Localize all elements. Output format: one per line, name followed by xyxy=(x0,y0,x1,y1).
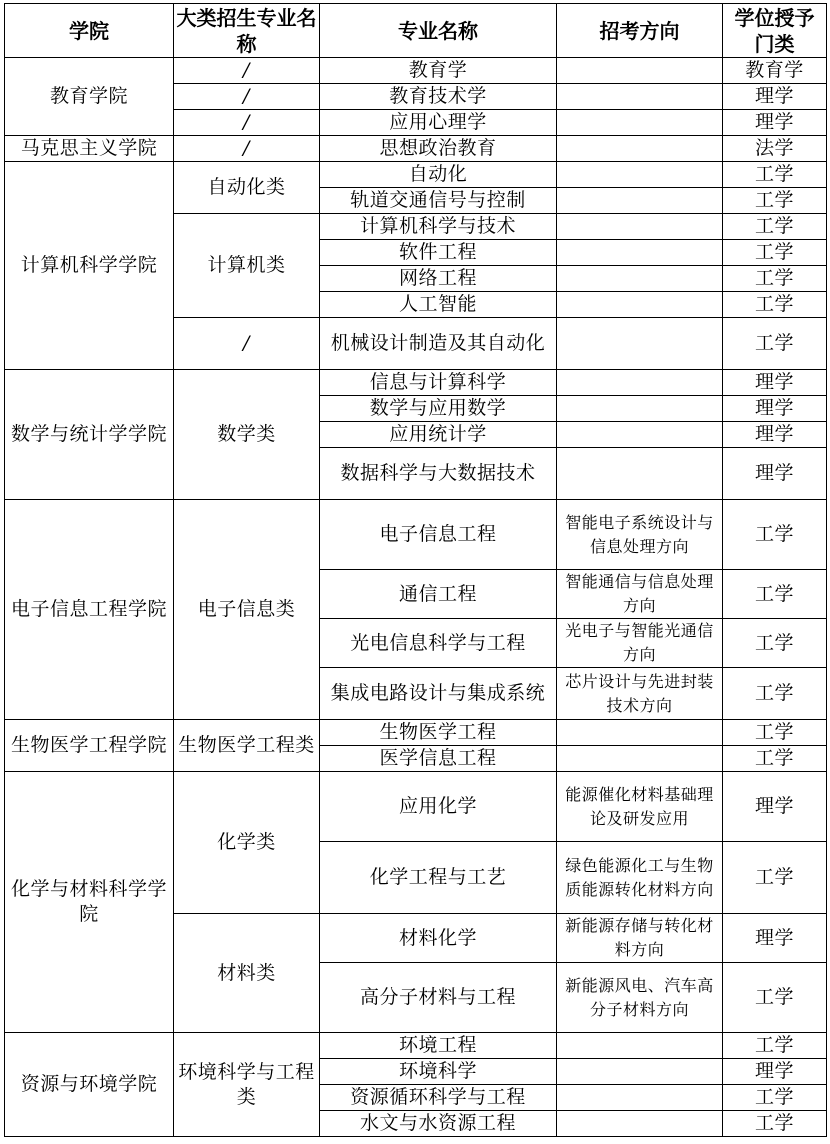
direction-cell xyxy=(557,1033,723,1059)
major-cell: 计算机科学与技术 xyxy=(320,214,557,240)
degree-cell: 工学 xyxy=(723,963,827,1033)
table-row xyxy=(5,1033,827,1059)
category-cell: 计算机类 xyxy=(174,214,320,318)
category-cell: / xyxy=(174,318,320,370)
direction-cell: 光电子与智能光通信方向 xyxy=(557,619,723,668)
major-cell: 医学信息工程 xyxy=(320,746,557,772)
category-cell: 数学类 xyxy=(174,370,320,500)
table-row xyxy=(5,58,827,84)
direction-cell: 能源催化材料基础理论及研发应用 xyxy=(557,772,723,842)
degree-cell: 工学 xyxy=(723,266,827,292)
direction-cell xyxy=(557,266,723,292)
college-cell: 教育学院 xyxy=(5,58,174,136)
major-cell: 应用统计学 xyxy=(320,422,557,448)
degree-cell: 工学 xyxy=(723,842,827,914)
major-cell: 教育技术学 xyxy=(320,84,557,110)
degree-cell: 理学 xyxy=(723,370,827,396)
direction-cell xyxy=(557,720,723,746)
category-cell: / xyxy=(174,136,320,162)
direction-cell: 芯片设计与先进封装技术方向 xyxy=(557,668,723,720)
degree-cell: 工学 xyxy=(723,1085,827,1111)
direction-cell: 智能电子系统设计与信息处理方向 xyxy=(557,500,723,570)
major-cell: 轨道交通信号与控制 xyxy=(320,188,557,214)
direction-cell xyxy=(557,1111,723,1137)
major-cell: 环境科学 xyxy=(320,1059,557,1085)
direction-cell xyxy=(557,1059,723,1085)
direction-cell xyxy=(557,370,723,396)
major-cell: 材料化学 xyxy=(320,914,557,963)
degree-cell: 工学 xyxy=(723,668,827,720)
table-row xyxy=(5,772,827,842)
degree-cell: 工学 xyxy=(723,500,827,570)
major-cell: 通信工程 xyxy=(320,570,557,619)
college-cell: 数学与统计学学院 xyxy=(5,370,174,500)
direction-cell: 智能通信与信息处理方向 xyxy=(557,570,723,619)
degree-cell: 工学 xyxy=(723,746,827,772)
college-cell: 马克思主义学院 xyxy=(5,136,174,162)
header-college: 学院 xyxy=(5,4,174,58)
major-cell: 环境工程 xyxy=(320,1033,557,1059)
major-cell: 数据科学与大数据技术 xyxy=(320,448,557,500)
direction-cell xyxy=(557,162,723,188)
major-cell: 信息与计算科学 xyxy=(320,370,557,396)
admission-table xyxy=(4,3,827,1137)
direction-cell xyxy=(557,110,723,136)
degree-cell: 工学 xyxy=(723,188,827,214)
table-row xyxy=(5,500,827,570)
degree-cell: 工学 xyxy=(723,162,827,188)
degree-cell: 工学 xyxy=(723,1033,827,1059)
direction-cell: 新能源存储与转化材料方向 xyxy=(557,914,723,963)
college-cell: 电子信息工程学院 xyxy=(5,500,174,720)
degree-cell: 法学 xyxy=(723,136,827,162)
category-cell: 电子信息类 xyxy=(174,500,320,720)
table-row xyxy=(5,370,827,396)
major-cell: 集成电路设计与集成系统 xyxy=(320,668,557,720)
header-category: 大类招生专业名称 xyxy=(174,4,320,58)
degree-cell: 理学 xyxy=(723,110,827,136)
category-cell: 生物医学工程类 xyxy=(174,720,320,772)
degree-cell: 工学 xyxy=(723,619,827,668)
table-row xyxy=(5,720,827,746)
category-cell: 材料类 xyxy=(174,914,320,1033)
college-cell: 生物医学工程学院 xyxy=(5,720,174,772)
direction-cell xyxy=(557,318,723,370)
category-cell: 环境科学与工程类 xyxy=(174,1033,320,1137)
category-cell: 自动化类 xyxy=(174,162,320,214)
major-cell: 资源循环科学与工程 xyxy=(320,1085,557,1111)
degree-cell: 理学 xyxy=(723,1059,827,1085)
major-cell: 网络工程 xyxy=(320,266,557,292)
direction-cell xyxy=(557,396,723,422)
major-cell: 生物医学工程 xyxy=(320,720,557,746)
degree-cell: 工学 xyxy=(723,1111,827,1137)
college-cell: 计算机科学学院 xyxy=(5,162,174,370)
degree-cell: 理学 xyxy=(723,772,827,842)
major-cell: 水文与水资源工程 xyxy=(320,1111,557,1137)
major-cell: 数学与应用数学 xyxy=(320,396,557,422)
degree-cell: 理学 xyxy=(723,84,827,110)
direction-cell xyxy=(557,448,723,500)
degree-cell: 工学 xyxy=(723,318,827,370)
direction-cell xyxy=(557,746,723,772)
major-cell: 应用心理学 xyxy=(320,110,557,136)
header-direction: 招考方向 xyxy=(557,4,723,58)
major-cell: 化学工程与工艺 xyxy=(320,842,557,914)
major-cell: 思想政治教育 xyxy=(320,136,557,162)
category-cell: 化学类 xyxy=(174,772,320,914)
category-cell: / xyxy=(174,84,320,110)
major-cell: 应用化学 xyxy=(320,772,557,842)
major-cell: 软件工程 xyxy=(320,240,557,266)
table-row xyxy=(5,162,827,188)
degree-cell: 理学 xyxy=(723,396,827,422)
direction-cell xyxy=(557,422,723,448)
major-cell: 高分子材料与工程 xyxy=(320,963,557,1033)
degree-cell: 工学 xyxy=(723,240,827,266)
direction-cell xyxy=(557,1085,723,1111)
degree-cell: 理学 xyxy=(723,422,827,448)
direction-cell: 新能源风电、汽车高分子材料方向 xyxy=(557,963,723,1033)
direction-cell: 绿色能源化工与生物质能源转化材料方向 xyxy=(557,842,723,914)
direction-cell xyxy=(557,240,723,266)
major-cell: 教育学 xyxy=(320,58,557,84)
direction-cell xyxy=(557,58,723,84)
direction-cell xyxy=(557,214,723,240)
category-cell: / xyxy=(174,58,320,84)
direction-cell xyxy=(557,292,723,318)
direction-cell xyxy=(557,84,723,110)
major-cell: 人工智能 xyxy=(320,292,557,318)
degree-cell: 工学 xyxy=(723,214,827,240)
direction-cell xyxy=(557,188,723,214)
degree-cell: 工学 xyxy=(723,570,827,619)
header-row xyxy=(5,4,827,58)
college-cell: 化学与材料科学学院 xyxy=(5,772,174,1033)
degree-cell: 教育学 xyxy=(723,58,827,84)
header-major: 专业名称 xyxy=(320,4,557,58)
degree-cell: 工学 xyxy=(723,292,827,318)
direction-cell xyxy=(557,136,723,162)
major-cell: 机械设计制造及其自动化 xyxy=(320,318,557,370)
major-cell: 自动化 xyxy=(320,162,557,188)
college-cell: 资源与环境学院 xyxy=(5,1033,174,1137)
degree-cell: 理学 xyxy=(723,448,827,500)
category-cell: / xyxy=(174,110,320,136)
degree-cell: 理学 xyxy=(723,914,827,963)
degree-cell: 工学 xyxy=(723,720,827,746)
table-row xyxy=(5,136,827,162)
major-cell: 光电信息科学与工程 xyxy=(320,619,557,668)
major-cell: 电子信息工程 xyxy=(320,500,557,570)
header-degree: 学位授予门类 xyxy=(723,4,827,58)
